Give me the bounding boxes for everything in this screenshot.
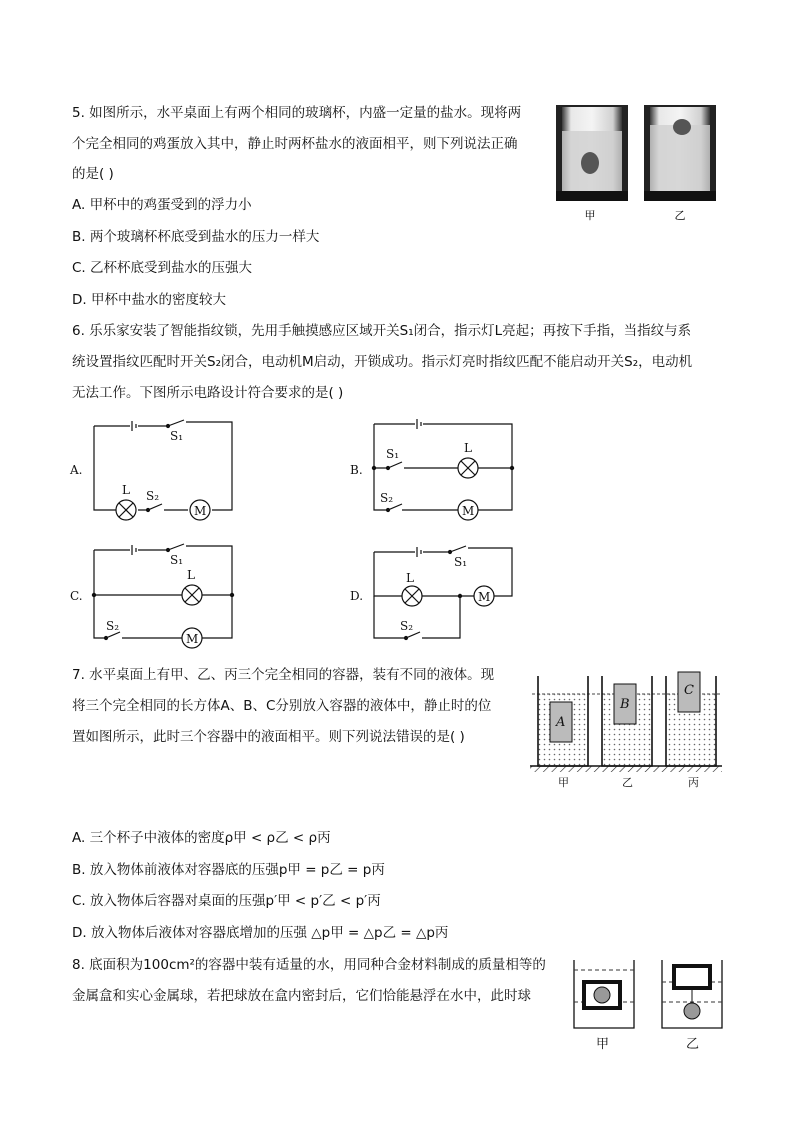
q6-option-c-letter: C. (70, 589, 83, 603)
q7-block-b: B (620, 697, 630, 712)
q7-label-jia: 甲 (558, 776, 569, 789)
svg-text:S₁: S₁ (386, 447, 400, 461)
q6-option-b-letter: B. (350, 463, 363, 477)
q7-option-c: C. 放入物体后容器对桌面的压强p′甲 < p′乙 < p′丙 (72, 893, 381, 909)
q7-stem-line-1: 7. 水平桌面上有甲、乙、丙三个完全相同的容器，装有不同的液体。现 (72, 667, 495, 683)
q8-label-yi: 乙 (686, 1037, 700, 1052)
svg-text:M: M (194, 504, 207, 518)
svg-text:S₂: S₂ (380, 491, 394, 505)
q5-stem-line-2: 个完全相同的鸡蛋放入其中，静止时两杯盐水的液面相平，则下列说法正确 (72, 136, 518, 152)
q7-block-c: C (684, 683, 694, 698)
q5-option-c: C. 乙杯杯底受到盐水的压强大 (72, 260, 253, 276)
svg-text:S₁: S₁ (170, 553, 184, 567)
q5-option-a: A. 甲杯中的鸡蛋受到的浮力小 (72, 197, 252, 213)
circuit-c (92, 544, 233, 648)
q8-stem-line-1: 8. 底面积为100cm²的容器中装有适量的水，用同种合金材料制成的质量相等的 (72, 957, 546, 973)
q5-egg-yi (673, 119, 691, 135)
svg-text:L: L (187, 568, 195, 582)
svg-text:S₂: S₂ (146, 489, 160, 503)
q5-stem-line-3: 的是( ) (72, 166, 114, 182)
svg-text:L: L (122, 483, 130, 497)
q5-option-d: D. 甲杯中盐水的密度较大 (72, 292, 226, 308)
q5-label-jia: 甲 (584, 209, 596, 222)
q6-stem-line-1: 6. 乐乐家安装了智能指纹锁，先用手触摸感应区域开关S₁闭合，指示灯L亮起；再按下手指，当指纹与系 (72, 323, 692, 339)
svg-text:S₂: S₂ (106, 619, 120, 633)
q6-stem-line-2: 统设置指纹匹配时开关S₂闭合，电动机M启动，开锁成功。指示灯亮时指纹匹配不能启动开关S₂，电动机 (72, 354, 693, 370)
q5-figure-egg-glasses (552, 103, 722, 225)
q8-container-yi (662, 960, 722, 1028)
svg-text:S₂: S₂ (400, 619, 414, 633)
svg-text:M: M (462, 504, 475, 518)
q7-option-a: A. 三个杯子中液体的密度ρ甲 < ρ乙 < ρ丙 (72, 830, 331, 846)
q8-container-jia (574, 960, 634, 1028)
q5-stem-line-1: 5. 如图所示，水平桌面上有两个相同的玻璃杯，内盛一定量的盐水。现将两 (72, 105, 522, 121)
svg-text:L: L (406, 571, 414, 585)
svg-text:M: M (186, 632, 199, 646)
q7-block-a: A (556, 715, 566, 730)
q7-option-b: B. 放入物体前液体对容器底的压强p甲 = p乙 = p丙 (72, 862, 385, 878)
circuit-d (374, 546, 512, 640)
q7-label-bing: 丙 (688, 776, 699, 789)
q8-figure-box-ball (568, 956, 728, 1056)
q5-label-yi: 乙 (674, 209, 686, 222)
svg-text:S₁: S₁ (454, 555, 468, 569)
q7-figure-containers (528, 668, 724, 792)
q6-option-d-letter: D. (350, 589, 364, 603)
circuit-a (94, 420, 232, 520)
svg-text:L: L (464, 441, 472, 455)
q6-option-a-letter: A. (70, 463, 83, 477)
svg-text:S₁: S₁ (170, 429, 184, 443)
q7-stem-line-3: 置如图所示，此时三个容器中的液面相平。则下列说法错误的是( ) (72, 729, 465, 745)
q7-stem-line-2: 将三个完全相同的长方体A、B、C分别放入容器的液体中，静止时的位 (72, 698, 492, 714)
q6-stem-line-3: 无法工作。下图所示电路设计符合要求的是( ) (72, 385, 344, 401)
circuit-b (372, 419, 513, 520)
svg-text:M: M (478, 590, 491, 604)
q6-circuit-options (60, 412, 530, 652)
q8-label-jia: 甲 (596, 1037, 610, 1052)
q8-stem-line-2: 金属盒和实心金属球，若把球放在盒内密封后，它们恰能悬浮在水中，此时球 (72, 988, 531, 1004)
q5-option-b: B. 两个玻璃杯杯底受到盐水的压力一样大 (72, 229, 320, 245)
q7-option-d: D. 放入物体后液体对容器底增加的压强 △p甲 = △p乙 = △p丙 (72, 925, 449, 941)
q5-egg-jia (581, 152, 599, 174)
q7-label-yi: 乙 (622, 776, 633, 789)
